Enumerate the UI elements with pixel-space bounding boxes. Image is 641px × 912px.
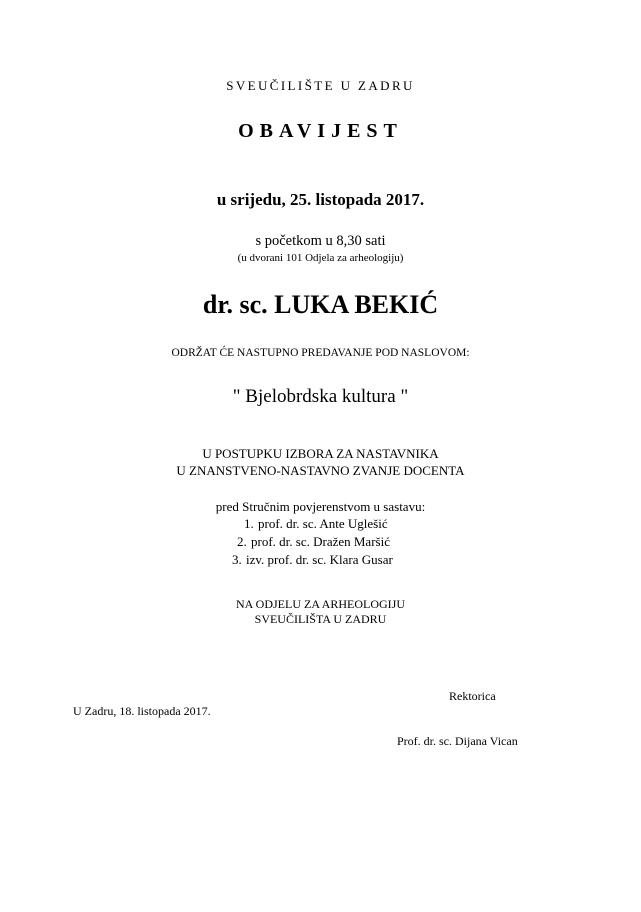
committee-member-name: izv. prof. dr. sc. Klara Gusar (246, 552, 393, 567)
place-and-date: U Zadru, 18. listopada 2017. (73, 704, 211, 718)
event-room: (u dvorani 101 Odjela za arheologiju) (237, 252, 404, 264)
university-name: SVEUČILIŠTE U ZADRU (226, 78, 415, 93)
committee-intro: pred Stručnim povjerenstvom u sastavu: (215, 499, 426, 514)
lecture-intro: ODRŽAT ĆE NASTUPNO PREDAVANJE POD NASLOVOM: (171, 347, 470, 359)
procedure-line-2: U ZNANSTVENO-NASTAVNO ZVANJE DOCENTA (176, 463, 465, 478)
committee-member-number: 3. (232, 552, 242, 567)
department-line-1: NA ODJELU ZA ARHEOLOGIJU (236, 597, 405, 611)
speaker-name: dr. sc. LUKA BEKIĆ (202, 290, 439, 319)
rector-name: Prof. dr. sc. Dijana Vican (397, 734, 518, 748)
department-line-2: SVEUČILIŠTA U ZADRU (254, 612, 387, 626)
committee-member (232, 552, 393, 568)
procedure-line-1: U POSTUPKU IZBORA ZA NASTAVNIKA (202, 446, 439, 461)
event-time: s početkom u 8,30 sati (255, 233, 386, 249)
event-date: u srijedu, 25. listopada 2017. (216, 190, 425, 209)
committee-member (237, 534, 390, 550)
rector-title: Rektorica (449, 689, 496, 703)
committee-member-number: 2. (237, 534, 247, 549)
lecture-title: " Bjelobrdska kultura " (232, 386, 409, 407)
committee-member-name: prof. dr. sc. Ante Uglešić (258, 516, 388, 531)
committee-member-name: prof. dr. sc. Dražen Maršić (251, 534, 390, 549)
committee-member (244, 516, 388, 532)
notice-title: OBAVIJEST (238, 120, 403, 142)
committee-member-number: 1. (244, 516, 254, 531)
